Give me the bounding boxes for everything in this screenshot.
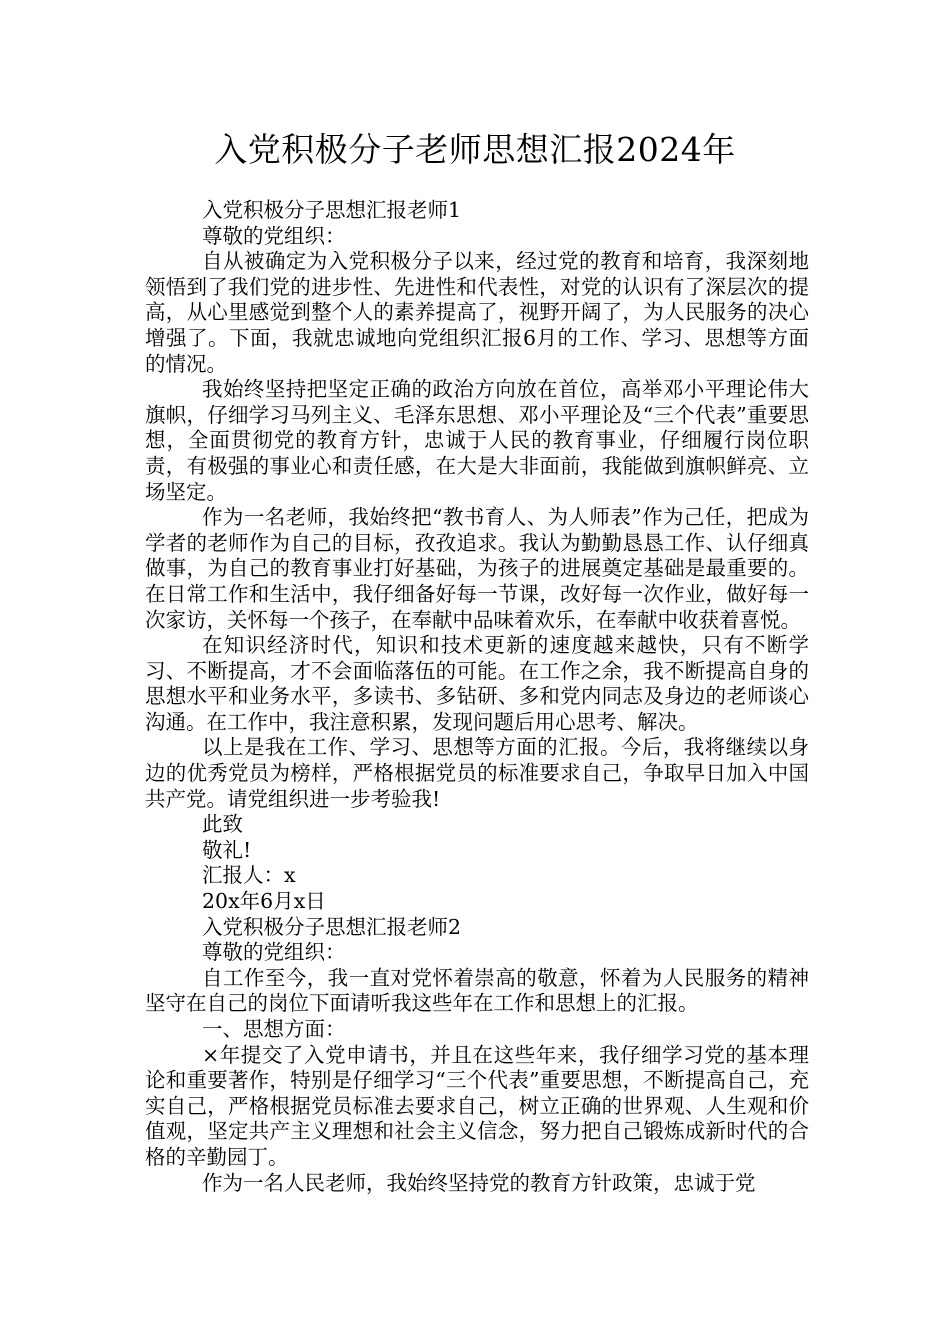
paragraph: 自工作至今，我一直对党怀着崇高的敬意，怀着为人民服务的精神坚守在自己的岗位下面请听我这些年在工作和思想上的汇报。 xyxy=(145,965,809,1016)
paragraph: 作为一名人民老师，我始终坚持党的教育方针政策，忠诚于党 xyxy=(202,1170,756,1195)
paragraph: 一、思想方面： xyxy=(202,1017,346,1041)
paragraph: 尊敬的党组织： xyxy=(202,223,346,248)
paragraph: 作为一名老师，我始终把“教书育人、为人师表”作为己任，把成为学者的老师作为自己的目标，孜孜追求。我认为勤勤恳恳工作、认仔细真做事，为自己的教育事业打好基础，为孩子的进展奠定基础是最重要的。在日常工作和生活中，我仔细备好每一节课，改好每一次作业，做好每一次家访，关怀每一个孩子，在奉献中品味着欢乐，在奉献中收获着喜悦。 xyxy=(145,505,809,632)
paragraph: 自从被确定为入党积极分子以来，经过党的教育和培育，我深刻地领悟到了我们党的进步性、先进性和代表性，对党的认识有了深层次的提高，从心里感觉到整个人的素养提高了，视野开阔了，为人民服务的决心增强了。下面，我就忠诚地向党组织汇报6月的工作、学习、思想等方面的情况。 xyxy=(145,249,809,376)
paragraph: 汇报人：x xyxy=(202,863,296,888)
paragraph: 以上是我在工作、学习、思想等方面的汇报。今后，我将继续以身边的优秀党员为榜样，严格根据党员的标准要求自己，争取早日加入中国共产党。请党组织进一步考验我! xyxy=(145,735,809,811)
paragraph: 入党积极分子思想汇报老师1 xyxy=(202,198,462,222)
paragraph: 20x年6月x日 xyxy=(202,889,326,914)
paragraph: 入党积极分子思想汇报老师2 xyxy=(202,914,462,939)
document-title: 入党积极分子老师思想汇报2024年 xyxy=(214,130,736,169)
paragraph: 敬礼! xyxy=(202,837,252,862)
document-body xyxy=(145,198,809,1196)
paragraph: 我始终坚持把坚定正确的政治方向放在首位，高举邓小平理论伟大旗帜，仔细学习马列主义、毛泽东思想、邓小平理论及“三个代表”重要思想，全面贯彻党的教育方针，忠诚于人民的教育事业，仔细履行岗位职责，有极强的事业心和责任感，在大是大非面前，我能做到旗帜鲜亮、立场坚定。 xyxy=(145,377,809,504)
paragraph: 此致 xyxy=(202,812,243,837)
paragraph: 尊敬的党组织： xyxy=(202,940,346,965)
paragraph: ×年提交了入党申请书，并且在这些年来，我仔细学习党的基本理论和重要著作，特别是仔细学习“三个代表”重要思想，不断提高自己，充实自己，严格根据党员标准去要求自己，树立正确的世界观、人生观和价值观，坚定共产主义理想和社会主义信念，努力把自己锻炼成新时代的合格的辛勤园丁。 xyxy=(145,1042,809,1169)
paragraph: 在知识经济时代，知识和技术更新的速度越来越快，只有不断学习、不断提高，才不会面临落伍的可能。在工作之余，我不断提高自身的思想水平和业务水平，多读书、多钻研、多和党内同志及身边的老师谈心沟通。在工作中，我注意积累，发现问题后用心思考、解决。 xyxy=(145,633,809,734)
